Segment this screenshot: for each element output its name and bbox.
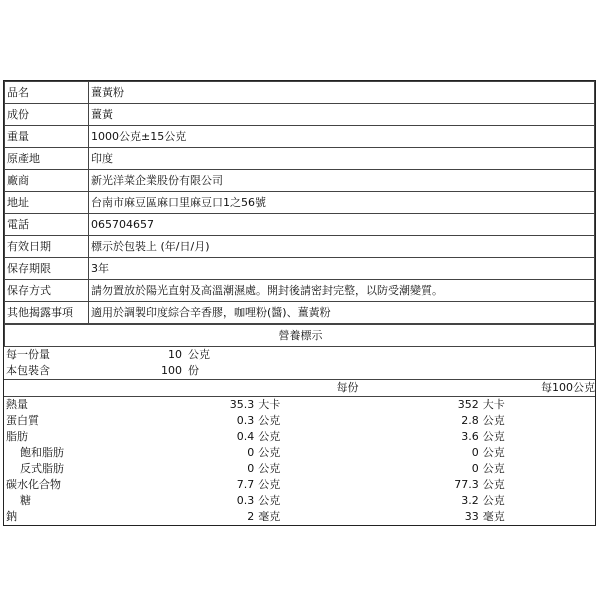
- product-info-table: [4, 81, 595, 324]
- per-serving-unit: 公克: [258, 446, 281, 459]
- info-row: [5, 126, 595, 148]
- info-label: 成份: [5, 104, 89, 126]
- info-label: 地址: [5, 192, 89, 214]
- info-value: 標示於包裝上 (年/日/月): [89, 236, 595, 258]
- per-100g-unit: 公克: [482, 414, 505, 427]
- per-100g-unit: 公克: [482, 430, 505, 443]
- nutrient-name: 碳水化合物: [6, 478, 61, 491]
- per-serving-unit: 毫克: [258, 510, 281, 523]
- per-100g-column-header: 每100公克: [371, 380, 596, 397]
- per-100g-unit: 毫克: [482, 510, 505, 523]
- nutrient-name: 脂肪: [6, 430, 28, 443]
- nutrition-row: [4, 461, 595, 477]
- info-value: 1000公克±15公克: [89, 126, 595, 148]
- per-100g-amount: 33: [464, 510, 479, 523]
- nutrition-title-table: [4, 324, 595, 347]
- info-label: 電話: [5, 214, 89, 236]
- info-value: 薑黃: [89, 104, 595, 126]
- per-serving-amount: 0.4: [236, 430, 255, 443]
- per-100g-amount: 352: [457, 398, 479, 411]
- servings-unit: 份: [188, 364, 199, 377]
- info-label: 有效日期: [5, 236, 89, 258]
- nutrient-name: 糖: [20, 494, 31, 507]
- info-label: 保存期限: [5, 258, 89, 280]
- nutrition-title: 營養標示: [5, 325, 595, 347]
- per-serving-unit: 公克: [258, 494, 281, 507]
- per-100g-unit: 公克: [482, 446, 505, 459]
- info-value: 台南市麻豆區麻口里麻豆口1之56號: [89, 192, 595, 214]
- per-serving-amount: 35.3: [229, 398, 255, 411]
- info-value: 065704657: [89, 214, 595, 236]
- info-value: 適用於調製印度綜合辛香膠，咖哩粉(醬)、薑黃粉: [89, 302, 595, 324]
- info-label: 保存方式: [5, 280, 89, 302]
- per-serving-unit: 公克: [258, 430, 281, 443]
- per-100g-unit: 公克: [482, 462, 505, 475]
- info-value: 請勿置放於陽光直射及高溫潮濕處。開封後請密封完整，以防受潮變質。: [89, 280, 595, 302]
- info-label: 廠商: [5, 170, 89, 192]
- nutrition-row: [4, 397, 595, 414]
- product-label-sheet: [3, 80, 596, 526]
- info-row: [5, 214, 595, 236]
- nutrient-name: 反式脂肪: [20, 462, 64, 475]
- info-row: [5, 192, 595, 214]
- per-serving-column-header: 每份: [146, 380, 371, 397]
- per-100g-amount: 0: [471, 462, 479, 475]
- nutrient-name: 熱量: [6, 398, 28, 411]
- nutrition-row: [4, 429, 595, 445]
- info-row: [5, 280, 595, 302]
- nutrition-row: [4, 493, 595, 509]
- nutrition-row: [4, 477, 595, 493]
- per-serving-unit: 公克: [258, 478, 281, 491]
- nutrient-name: 鈉: [6, 510, 17, 523]
- info-value: 新光洋菜企業股份有限公司: [89, 170, 595, 192]
- servings-value: 100: [161, 364, 182, 377]
- nutrition-row: [4, 445, 595, 461]
- info-row: [5, 82, 595, 104]
- info-row: [5, 302, 595, 324]
- per-100g-unit: 公克: [482, 478, 505, 491]
- info-label: 原產地: [5, 148, 89, 170]
- info-row: [5, 236, 595, 258]
- per-serving-amount: 0: [247, 446, 255, 459]
- per-100g-amount: 2.8: [461, 414, 479, 427]
- per-serving-unit: 公克: [188, 348, 210, 361]
- per-serving-label: 每一份量: [6, 348, 50, 361]
- per-serving-value: 10: [168, 348, 182, 361]
- per-serving-amount: 2: [247, 510, 255, 523]
- info-row: [5, 258, 595, 280]
- per-serving-amount: 7.7: [236, 478, 255, 491]
- per-serving-amount: 0.3: [236, 494, 255, 507]
- per-100g-unit: 大卡: [482, 398, 505, 411]
- per-100g-amount: 3.6: [461, 430, 479, 443]
- servings-label: 本包裝含: [4, 363, 146, 380]
- info-row: [5, 170, 595, 192]
- per-100g-amount: 3.2: [461, 494, 479, 507]
- info-label: 其他揭露事項: [5, 302, 89, 324]
- per-100g-amount: 77.3: [454, 478, 479, 491]
- info-label: 重量: [5, 126, 89, 148]
- nutrition-row: [4, 509, 595, 525]
- nutrient-name: 蛋白質: [6, 414, 39, 427]
- per-serving-unit: 公克: [258, 462, 281, 475]
- info-value: 印度: [89, 148, 595, 170]
- per-serving-amount: 0: [247, 462, 255, 475]
- per-serving-unit: 公克: [258, 414, 281, 427]
- per-100g-unit: 公克: [482, 494, 505, 507]
- info-value: 薑黃粉: [89, 82, 595, 104]
- per-serving-unit: 大卡: [258, 398, 281, 411]
- nutrition-row: [4, 413, 595, 429]
- per-serving-amount: 0.3: [236, 414, 255, 427]
- info-row: [5, 104, 595, 126]
- nutrition-facts-table: [4, 347, 595, 525]
- nutrient-name: 飽和脂肪: [20, 446, 64, 459]
- info-row: [5, 148, 595, 170]
- per-100g-amount: 0: [471, 446, 479, 459]
- info-label: 品名: [5, 82, 89, 104]
- info-value: 3年: [89, 258, 595, 280]
